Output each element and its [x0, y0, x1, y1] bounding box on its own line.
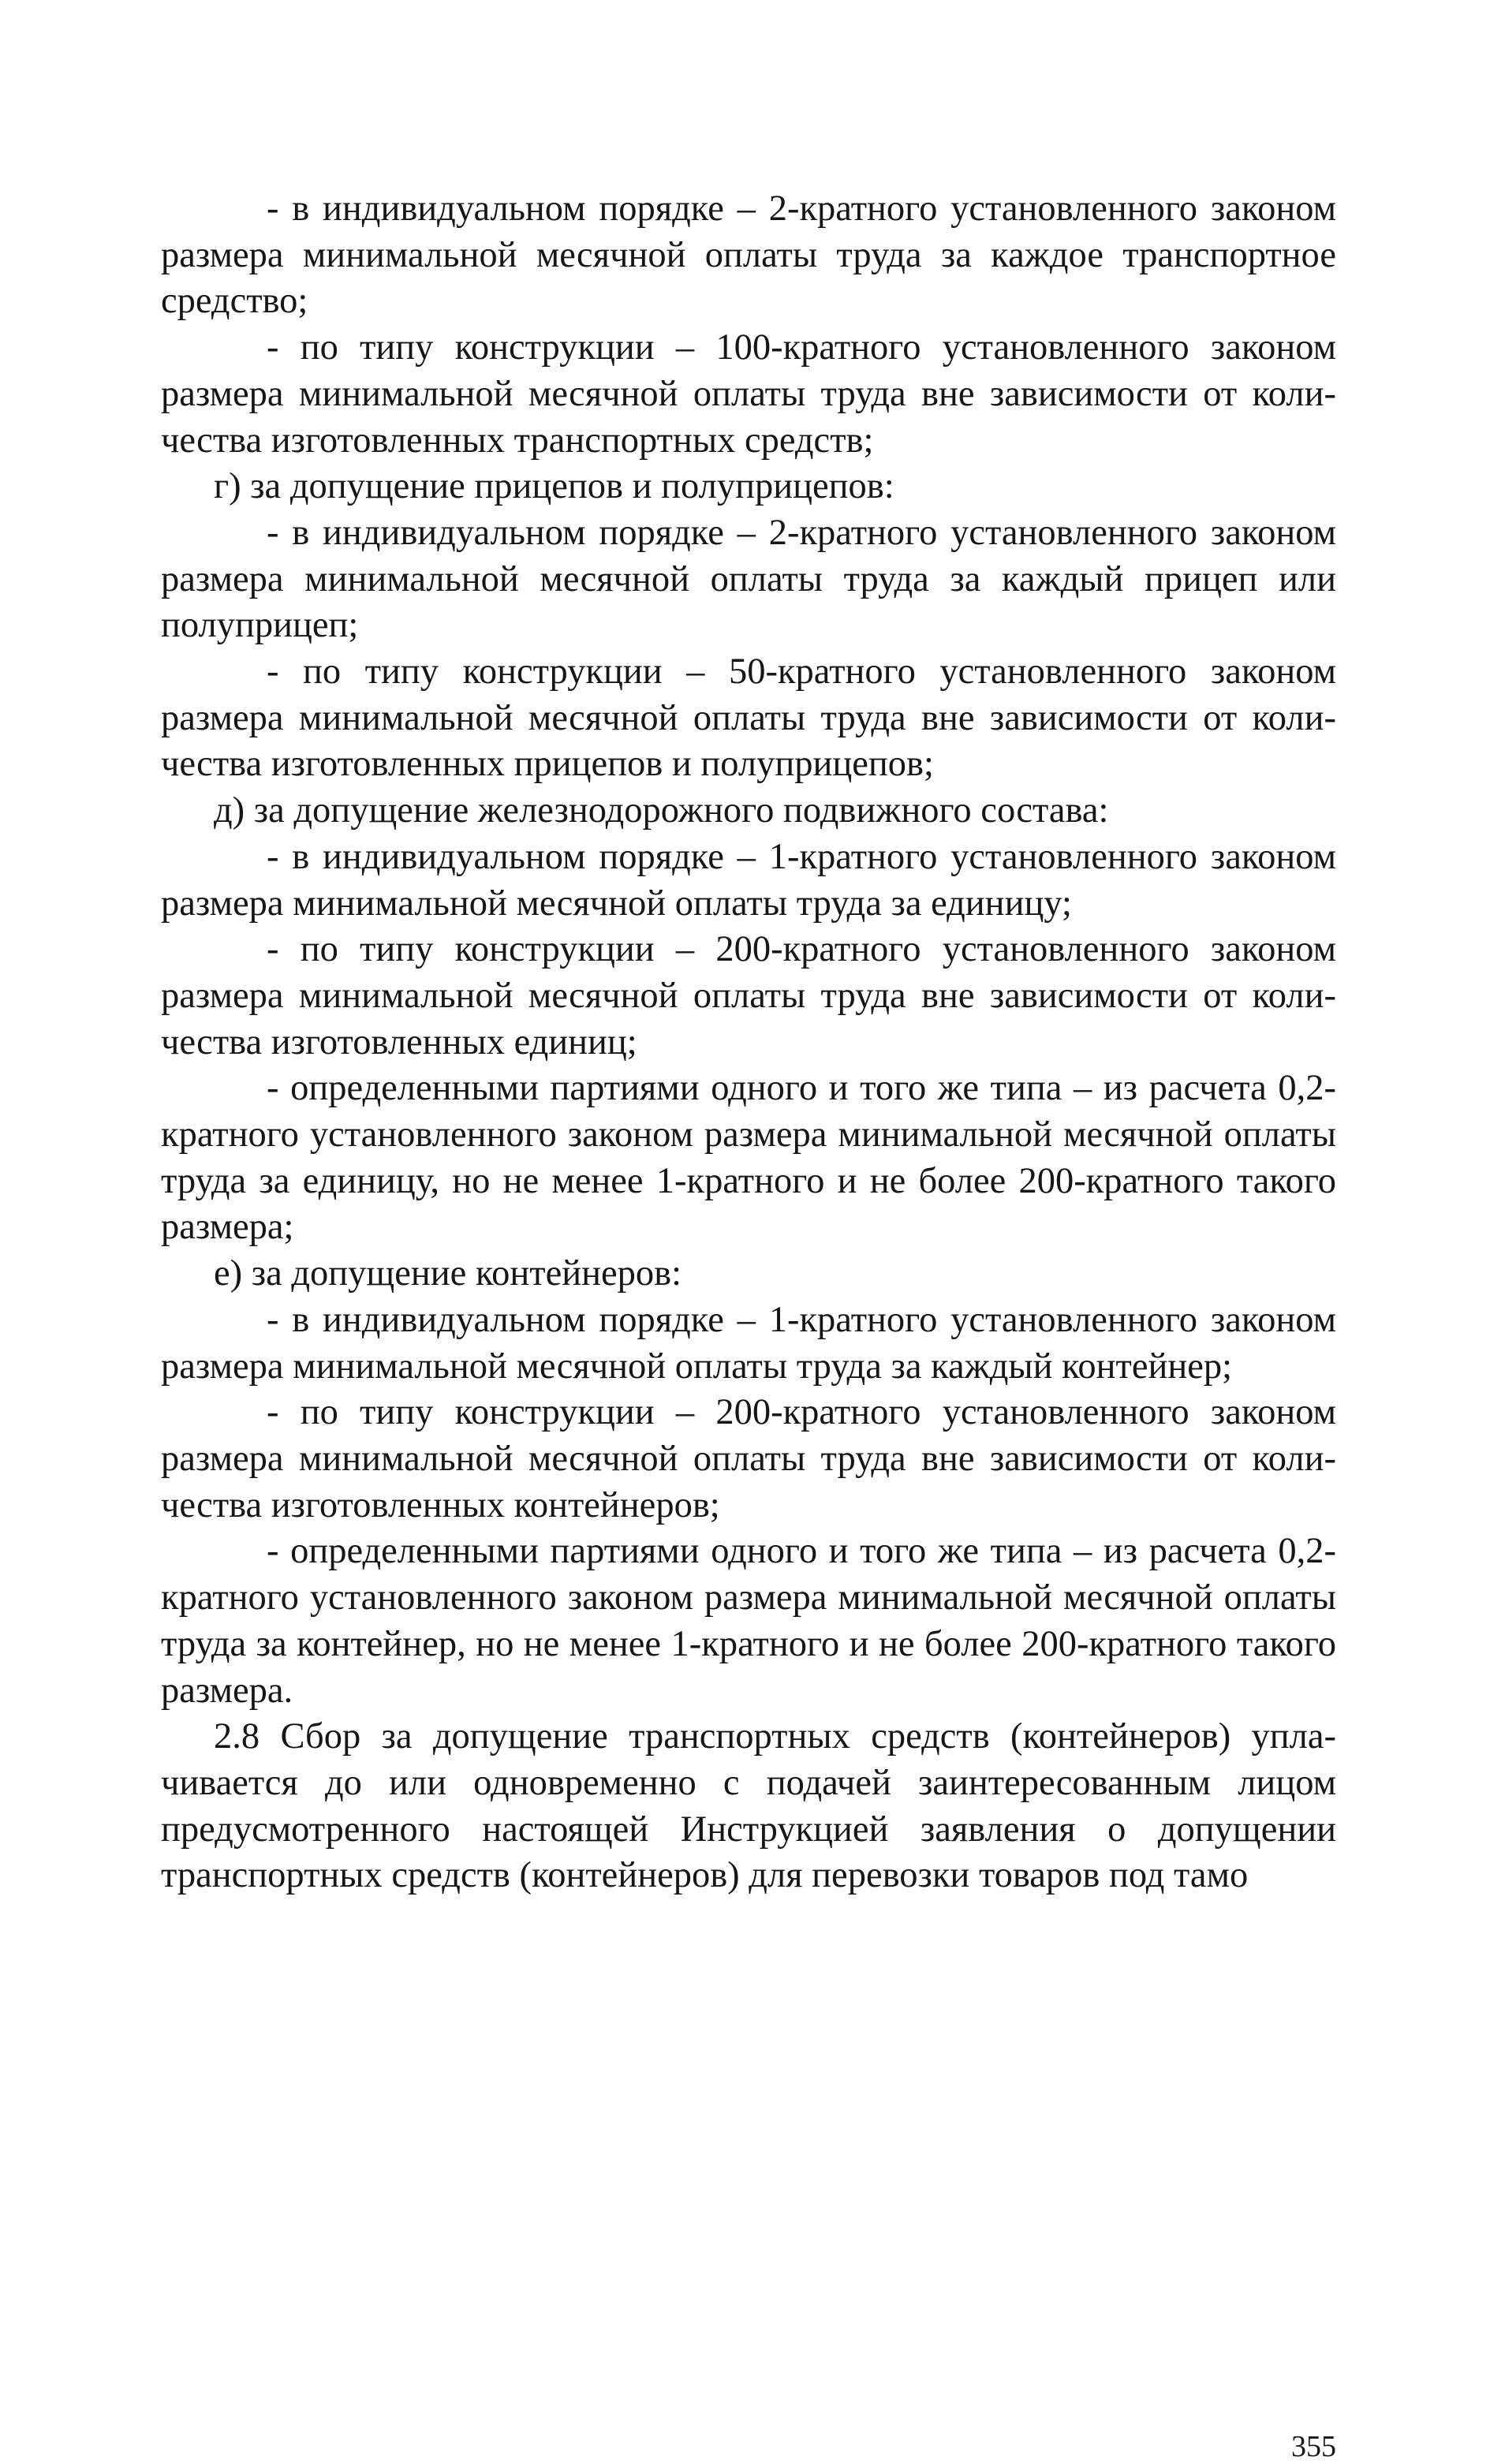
- paragraph-10: е) за допущение контейнеров:: [214, 1253, 682, 1294]
- paragraph-2: - по типу конструкции – 100-кратного установленного законом размера минимальной месячной оплаты труда вне зависимости от количества изготовленных транспортных средств;: [161, 327, 1336, 461]
- paragraph-13: - определенными партиями одного и того же типа – из расчета 0,2-кратного установленного законом размера минимальной месячной оплаты труда за контейнер, но не менее 1-кратного и не более 200-кратного такого размера.: [161, 1531, 1336, 1711]
- paragraph-14: 2.8 Сбор за допущение транспортных средств (контейнеров) уплачивается до или одновременно с подачей заинтересованным лицом предусмотренного настоящей Инструкцией заявления о допущении транспортных средств (контейнеров) для перевозки товаров под тамо: [161, 1716, 1336, 1896]
- paragraph-3: г) за допущение прицепов и полуприцепов:: [214, 466, 894, 507]
- paragraph-11: - в индивидуальном порядке – 1-кратного установленного законом размера минимальной месячной оплаты труда за каждый контейнер;: [161, 1299, 1336, 1387]
- paragraph-6: д) за допущение железнодорожного подвижного состава:: [214, 790, 1109, 831]
- paragraph-9: - определенными партиями одного и того же типа – из расчета 0,2-кратного установленного законом размера минимальной месячной оплаты труда за единицу, но не менее 1-кратного и не более 200-кратного такого размера;: [161, 1068, 1336, 1248]
- paragraph-7: - в индивидуальном порядке – 1-кратного установленного законом размера минимальной месячной оплаты труда за единицу;: [161, 836, 1336, 924]
- paragraph-12: - по типу конструкции – 200-кратного установленного законом размера минимальной месячной оплаты труда вне зависимости от количества изготовленных контейнеров;: [161, 1392, 1336, 1525]
- paragraph-5: - по типу конструкции – 50-кратного установленного законом размера минимальной месячной оплаты труда вне зависимости от количества изготовленных прицепов и полуприцепов;: [161, 651, 1336, 785]
- document-body: [161, 186, 1336, 1899]
- page-number: 355: [1291, 2430, 1336, 2463]
- paragraph-8: - по типу конструкции – 200-кратного установленного законом размера минимальной месячной оплаты труда вне зависимости от количества изготовленных единиц;: [161, 929, 1336, 1062]
- paragraph-4: - в индивидуальном порядке – 2-кратного установленного законом размера минимальной месячной оплаты труда за каждый прицеп или полуприцеп;: [161, 512, 1336, 646]
- paragraph-1: - в индивидуальном порядке – 2-кратного установленного законом размера минимальной месячной оплаты труда за каждое транспортное средство;: [161, 189, 1336, 322]
